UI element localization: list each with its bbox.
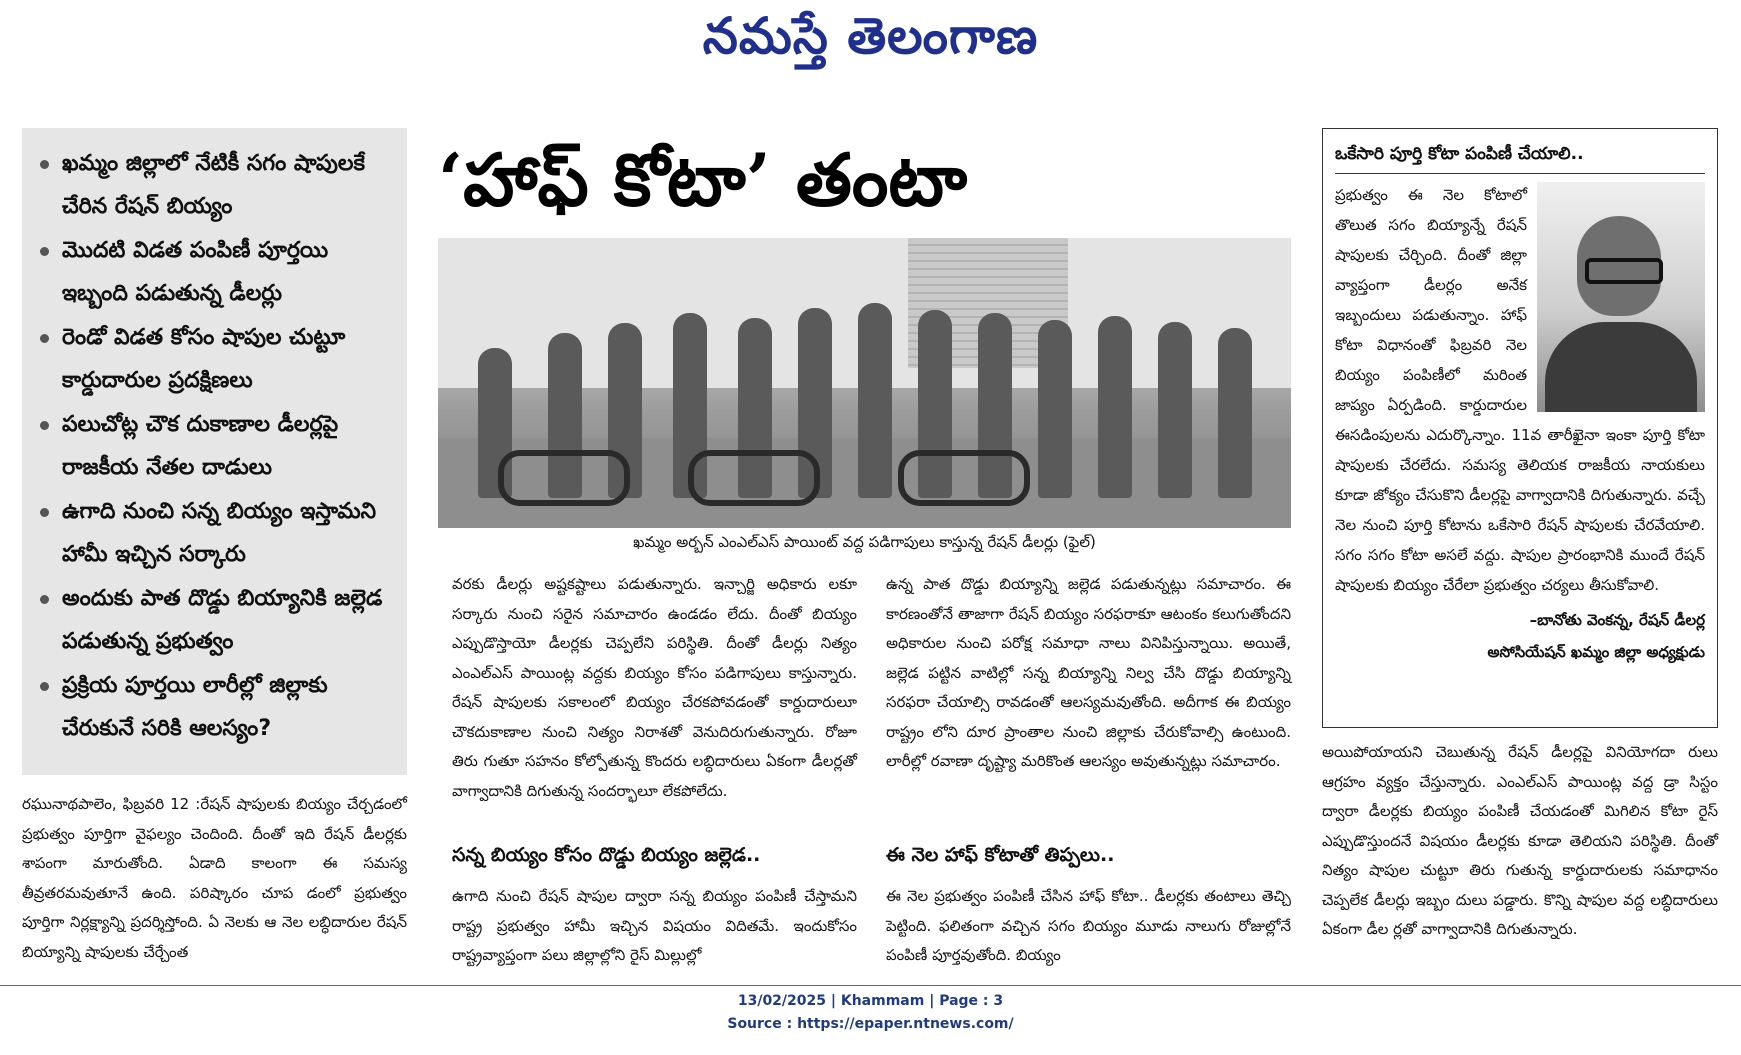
article-column-3: ఉన్న పాత దొడ్డు బియ్యాన్ని జల్లెడ పడుతున్నట్లు సమాచారం. ఈ కారణంతోనే తాజాగా రేషన్ బియ్యం సరఫరాకూ ఆటంకం కలుగుతోందని అధికారుల నుంచి పరోక్ష సమాధా నాలు వినిపిస్తున్నాయి. అయితే, జల్లెడ పట్టిన వాటిల్లో సన్న బియ్యాన్ని నిల్వ చేసి దొడ్డు బియ్యాన్ని సరఫరా చేయాల్సి రావడంతో ఆలస్యమవుతోంది. అదీగాక ఈ బియ్యం రాష్ట్రం లోని దూర ప్రాంతాల నుంచి జిల్లాకు చేరుకోవాల్సి ఉంటుంది. లారీల్లో రవాణా దృష్ట్యా మరికొంత ఆలస్యం అవుతున్నట్లు సమాచారం. bbox=[886, 575, 1291, 770]
article-column-2: వరకు డీలర్లు అష్టకష్టాలు పడుతున్నారు. ఇన్చార్జి అధికారు లకూ సర్కారు నుంచి సరైన సమాచారం ఉండడం లేదు. దీంతో బియ్యం ఎప్పుడొస్తాయో డీలర్లకు చెప్పలేని పరిస్థితి. దీంతో డీలర్లు నిత్యం ఎంఎల్ఎస్ పాయింట్ల వద్దకు బియ్యం కోసం పడిగాపులు కాస్తున్నారు. రేషన్ షాపులకు సకాలంలో బియ్యం చేరకపోవడంతో కార్డుదారులూ చౌకదుకాణాల నుంచి నిత్యం నిరాశతో వెనుదిరుగుతున్నారు. రోజూ తిరు గుతూ సహనం కోల్పోతున్న కొందరు లబ్ధిదారులు ఏకంగా డీలర్లతో వాగ్వాదానికి దిగుతున్న సందర్భాలూ లేకపోలేదు. bbox=[452, 575, 857, 800]
article-column-1: రఘునాథపాలెం, ఫిబ్రవరి 12 :రేషన్ షాపులకు బియ్యం చేర్చడంలో ప్రభుత్వం పూర్తిగా వైఫల్యం చెందింది. దీంతో ఇది రేషన్ డీలర్లకు శాపంగా మారుతోంది. ఏడాది కాలంగా ఈ సమస్య తీవ్రతరమవుతూనే ఉంది. పరిష్కారం చూప డంలో ప్రభుత్వం పూర్తిగా నిర్లక్ష్యాన్ని ప్రదర్శిస్తోంది. ఏ నెలకు ఆ నెల లబ్ధిదారుల రేషన్ బియ్యాన్ని షాపులకు చేర్చేంత bbox=[22, 795, 407, 961]
article-column-2-continued: ఉగాది నుంచి రేషన్ షాపుల ద్వారా సన్న బియ్యం పంపిణీ చేస్తామని రాష్ట్ర ప్రభుత్వం హామీ ఇచ్చిన విషయం విదితమే. ఇందుకోసం రాష్ట్రవ్యాప్తంగా పలు జిల్లాల్లోని రైస్ మిల్లుల్లో bbox=[452, 887, 857, 964]
footer-source: Source : https://epaper.ntnews.com/ bbox=[727, 1016, 1014, 1032]
subhead-sanna-biyyam: సన్న బియ్యం కోసం దొడ్డు బియ్యం జల్లెడ.. bbox=[452, 844, 761, 866]
article-column-4: అయిపోయాయని చెబుతున్న రేషన్ డీలర్లపై వినియోగదా రులు ఆగ్రహం వ్యక్తం చేస్తున్నారు. ఎంఎల్ఎస్ పాయింట్ల వద్ద డ్రా సిస్టం ద్వారా డీలర్లకు బియ్యం పంపిణీ చేయడంతో మిగిలిన కోటా రైస్ ఎప్పుడొస్తుందనే విషయం డీలర్లకు కూడా తెలియని పరిస్థితి. దీంతో నిత్యం షాపుల చుట్టూ తిరు గుతున్న కార్డుదారులకు సమాధానం చెప్పలేక డీలర్లు ఇబ్బం దులు పడ్డారు. కొన్ని షాపుల వద్ద లబ్ధిదారులు ఏకంగా డీల ర్లతో వాగ్వాదానికి దిగుతున్నారు. bbox=[1322, 743, 1718, 938]
highlight-item: పలుచోట్ల చౌక దుకాణాల డీలర్లపై రాజకీయ నేతల దాడులు bbox=[36, 403, 397, 489]
highlight-item: రెండో విడత కోసం షాపుల చుట్టూ కార్డుదారుల ప్రదక్షిణలు bbox=[36, 316, 397, 402]
highlight-item: మొదటి విడత పంపిణీ పూర్తయి ఇబ్బంది పడుతున్న డీలర్లు bbox=[36, 229, 397, 315]
signature-line-2: అసోసియేషన్ ఖమ్మం జిల్లా అధ్యక్షుడు bbox=[1487, 643, 1705, 661]
article-column-3-continued: ఈ నెల ప్రభుత్వం పంపిణీ చేసిన హాఫ్ కోటా.. డీలర్లకు తంటాలు తెచ్చి పెట్టింది. ఫలితంగా వచ్చిన సగం బియ్యం మూడు నాలుగు రోజుల్లోనే పంపిణీ పూర్తవుతోంది. బియ్యం bbox=[886, 887, 1291, 964]
footer-date-edition: 13/02/2025 | Khammam | Page : 3 bbox=[737, 993, 1004, 1009]
highlight-item: ప్రక్రియ పూర్తయి లారీల్లో జిల్లాకు చేరుకునే సరికి ఆలస్యం? bbox=[36, 664, 397, 750]
dealer-portrait bbox=[1537, 182, 1705, 412]
news-photo bbox=[438, 238, 1291, 528]
signature-line-1: –బానోతు వెంకన్న, రేషన్ డీలర్ల bbox=[1529, 611, 1705, 629]
headline: ‘హాఫ్ కోటా’ తంటా bbox=[438, 137, 968, 222]
subhead-half-quota: ఈ నెల హాఫ్ కోటాతో తిప్పలు.. bbox=[886, 844, 1115, 866]
quote-box-body: ప్రభుత్వం ఈ నెల కోటాలో తొలుత సగం బియ్యాన్నే రేషన్ షాపులకు చేర్చింది. దీంతో జిల్లా వ్యాప్తంగా డీలర్లం అనేక ఇబ్బందులు పడుతున్నాం. హాఫ్ కోటా విధానంతో ఫిబ్రవరి నెల బియ్యం పంపిణీలో మరింత జాప్యం ఏర్పడింది. కార్డుదారుల ఈసడింపులను ఎదుర్కొన్నాం. 11వ తారీఖైనా ఇంకా పూర్తి కోటా షాపులకు చేరలేదు. సమస్య తెలియక రాజకీయ నాయకులు కూడా జోక్యం చేసుకొని డీలర్లపై వాగ్వాదానికి దిగుతున్నారు. వచ్చే నెల నుంచి పూర్తి కోటాను ఒకేసారి రేషన్ షాపులకు చేరవేయాలి. సగం సగం కోటా అసలే వద్దు. షాపుల ప్రారంభానికి ముందే రేషన్ షాపులకు బియ్యం చేరేలా ప్రభుత్వం చర్యలు తీసుకోవాలి. bbox=[1335, 186, 1705, 594]
quote-box bbox=[1322, 128, 1718, 728]
masthead: నమస్తే తెలంగాణ bbox=[702, 6, 1039, 65]
highlight-item: అందుకు పాత దొడ్డు బియ్యానికి జల్లెడ పడుతున్న ప్రభుత్వం bbox=[36, 577, 397, 663]
quote-signature bbox=[1335, 604, 1705, 668]
quote-box-title: ఒకేసారి పూర్తి కోటా పంపిణీ చేయాలి.. bbox=[1335, 139, 1705, 174]
photo-caption: ఖమ్మం అర్బన్ ఎంఎల్ఎస్ పాయింట్ వద్ద పడిగాపులు కాస్తున్న రేషన్ డీలర్లు (ఫైల్) bbox=[633, 533, 1096, 551]
highlight-item: ఖమ్మం జిల్లాలో నేటికీ సగం షాపులకే చేరిన రేషన్ బియ్యం bbox=[36, 142, 397, 228]
highlights-sidebar bbox=[22, 128, 407, 775]
footer-divider bbox=[0, 985, 1741, 986]
highlight-item: ఉగాది నుంచి సన్న బియ్యం ఇస్తామని హామీ ఇచ్చిన సర్కారు bbox=[36, 490, 397, 576]
